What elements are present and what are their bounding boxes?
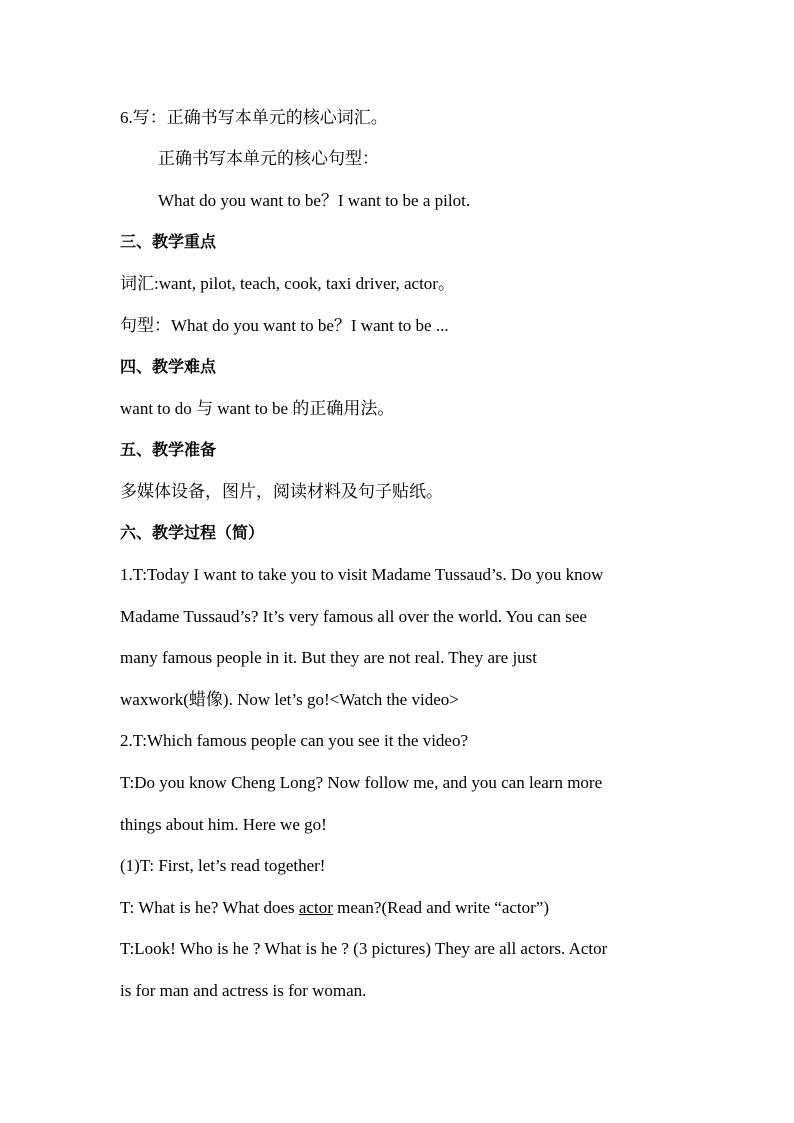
procedure-line-actor bbox=[120, 897, 549, 919]
line-text-after: mean?(Read and write “actor”) bbox=[332, 898, 550, 917]
section-heading-difficulties: 四、教学难点 bbox=[120, 357, 217, 376]
preparation-line: 多媒体设备，图片，阅读材料及句子贴纸。 bbox=[120, 482, 443, 501]
section-heading-key-points: 三、教学重点 bbox=[120, 232, 217, 251]
section-heading-procedure: 六、教学过程（简） bbox=[120, 523, 265, 542]
procedure-line: T:Do you know Cheng Long? Now follow me, and you can learn more bbox=[120, 773, 603, 792]
procedure-line: T:Look! Who is he ? What is he ? (3 pictures) They are all actors. Actor bbox=[120, 939, 608, 958]
vocabulary-line: 词汇:want, pilot, teach, cook, taxi driver, actor。 bbox=[120, 274, 455, 293]
example-sentence: What do you want to be？I want to be a pilot. bbox=[158, 191, 471, 210]
sentence-pattern-line: 句型：What do you want to be？I want to be ... bbox=[120, 316, 449, 335]
procedure-line: many famous people in it. But they are not real. They are just bbox=[120, 648, 538, 667]
sentence-goal-line: 正确书写本单元的核心句型： bbox=[158, 149, 379, 168]
procedure-line: is for man and actress is for woman. bbox=[120, 981, 367, 1000]
writing-goal-line: 6.写：正确书写本单元的核心词汇。 bbox=[120, 108, 388, 127]
procedure-line: 1.T:Today I want to take you to visit Madame Tussaud’s. Do you know bbox=[120, 565, 604, 584]
procedure-line: waxwork(蜡像). Now let’s go!<Watch the video> bbox=[120, 690, 459, 709]
underlined-word: actor bbox=[298, 898, 333, 917]
procedure-line: Madame Tussaud’s? It’s very famous all over the world. You can see bbox=[120, 607, 587, 626]
section-heading-preparation: 五、教学准备 bbox=[120, 440, 217, 459]
procedure-line: (1)T: First, let’s read together! bbox=[120, 856, 326, 875]
procedure-line: 2.T:Which famous people can you see it the video? bbox=[120, 731, 469, 750]
difficulty-line: want to do 与 want to be 的正确用法。 bbox=[120, 399, 395, 418]
procedure-line: things about him. Here we go! bbox=[120, 815, 327, 834]
line-text-before: T: What is he? What does bbox=[120, 898, 299, 917]
